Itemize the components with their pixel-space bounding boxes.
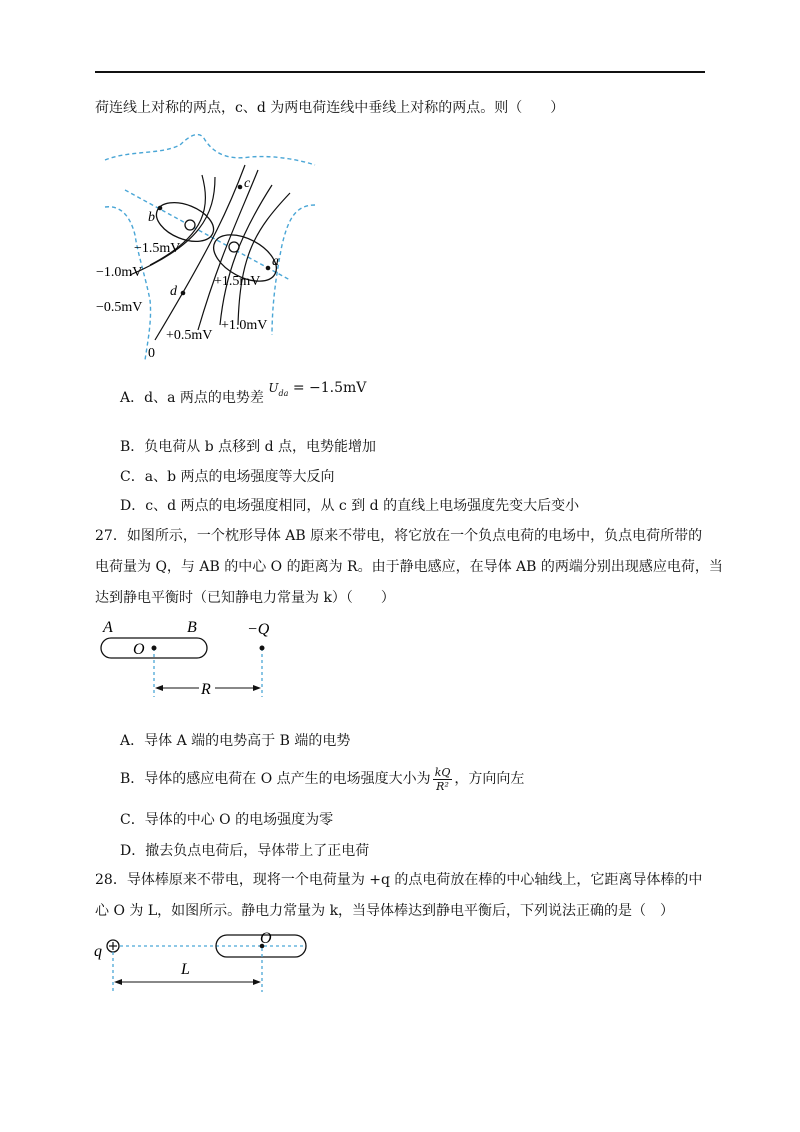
- point-a: [266, 266, 271, 271]
- arrow-head-right: [253, 685, 261, 691]
- label-B: B: [187, 619, 197, 636]
- q27-line-1: 27．如图所示，一个枕形导体 AB 原来不带电，将它放在一个负点电荷的电场中，负点电荷所带的: [95, 528, 703, 544]
- arrow-head-left: [155, 685, 163, 691]
- q27-line-3: 达到静电平衡时（已知静电力常量为 k）（ ）: [95, 590, 395, 606]
- point-d: [181, 291, 186, 296]
- label-p15: +1.5mV: [214, 274, 261, 289]
- rod-conductor-figure: [88, 926, 318, 998]
- q27-option-c[interactable]: C．导体的中心 O 的电场强度为零: [120, 812, 334, 828]
- label-O: O: [133, 641, 145, 658]
- header-rule: [95, 71, 705, 73]
- pillow-conductor-figure: [95, 612, 295, 702]
- label-p05: +0.5mV: [166, 328, 213, 343]
- arrow-head-left-l: [114, 979, 122, 985]
- label-m10: −1.0mV: [96, 265, 143, 280]
- q26-option-b[interactable]: B．负电荷从 b 点移到 d 点，电势能增加: [120, 439, 377, 455]
- label-b: b: [148, 210, 155, 225]
- outer-equipotential-left: [105, 207, 151, 360]
- fraction-kq-r2: $\frac{kQ}{\text{R²}}$: [434, 765, 451, 793]
- point-neg-q: [260, 646, 265, 651]
- q26-option-c[interactable]: C．a、b 两点的电场强度等大反向: [120, 469, 335, 485]
- label-R: R: [201, 681, 211, 698]
- label-m15: −1.5mV: [134, 241, 181, 256]
- q27-option-a[interactable]: A．导体 A 端的电势高于 B 端的电势: [120, 733, 351, 749]
- intro-line: 荷连线上对称的两点，c、d 为两电荷连线中垂线上对称的两点。则（ ）: [95, 100, 565, 116]
- q26-option-a[interactable]: A．d、a 两点的电势差 $U^{da} = -1.5mV$: [120, 380, 367, 406]
- outer-equipotential-right: [272, 205, 315, 335]
- label-neg-Q: −Q: [247, 621, 270, 638]
- label-a: a: [272, 254, 279, 269]
- q26-option-d[interactable]: D．c、d 两点的电场强度相同，从 c 到 d 的直线上电场强度先变大后变小: [120, 498, 580, 514]
- charge-axis-dashed: [125, 190, 290, 280]
- label-O-rod: O: [260, 930, 272, 947]
- charge-left: [185, 220, 195, 230]
- equipotential-line-2: [130, 177, 215, 275]
- point-o: [152, 646, 157, 651]
- point-b: [158, 206, 163, 211]
- equipotential-figure: [90, 125, 330, 370]
- label-m05: −0.5mV: [96, 300, 143, 315]
- equipotential-line-6: [238, 193, 290, 325]
- outer-equipotential-top: [105, 135, 315, 165]
- q27-option-b[interactable]: B．导体的感应电荷在 O 点产生的电场强度大小为 $\frac{kQ}{\text{R²}}$ ，方向向左: [120, 765, 525, 793]
- q27-line-2: 电荷量为 Q，与 AB 的中心 O 的距离为 R。由于静电感应，在导体 AB 的两端分别出现感应电荷，当: [95, 559, 723, 575]
- label-L: L: [181, 961, 190, 978]
- arrow-head-right-l: [253, 979, 261, 985]
- label-q: q: [94, 943, 102, 960]
- q28-line-2: 心 O 为 L，如图所示。静电力常量为 k，当导体棒达到静电平衡后，下列说法正确的是（ ）: [95, 903, 675, 919]
- label-A: A: [103, 619, 113, 636]
- q28-line-1: 28．导体棒原来不带电，现将一个电荷量为 +q 的点电荷放在棒的中心轴线上，它距离导体棒的中: [95, 872, 703, 888]
- label-p10: +1.0mV: [221, 318, 268, 333]
- q27-option-d[interactable]: D．撤去负点电荷后，导体带上了正电荷: [120, 843, 370, 859]
- point-c: [238, 185, 243, 190]
- label-zero: 0: [148, 346, 155, 361]
- label-c: c: [244, 176, 251, 191]
- label-d: d: [170, 284, 177, 299]
